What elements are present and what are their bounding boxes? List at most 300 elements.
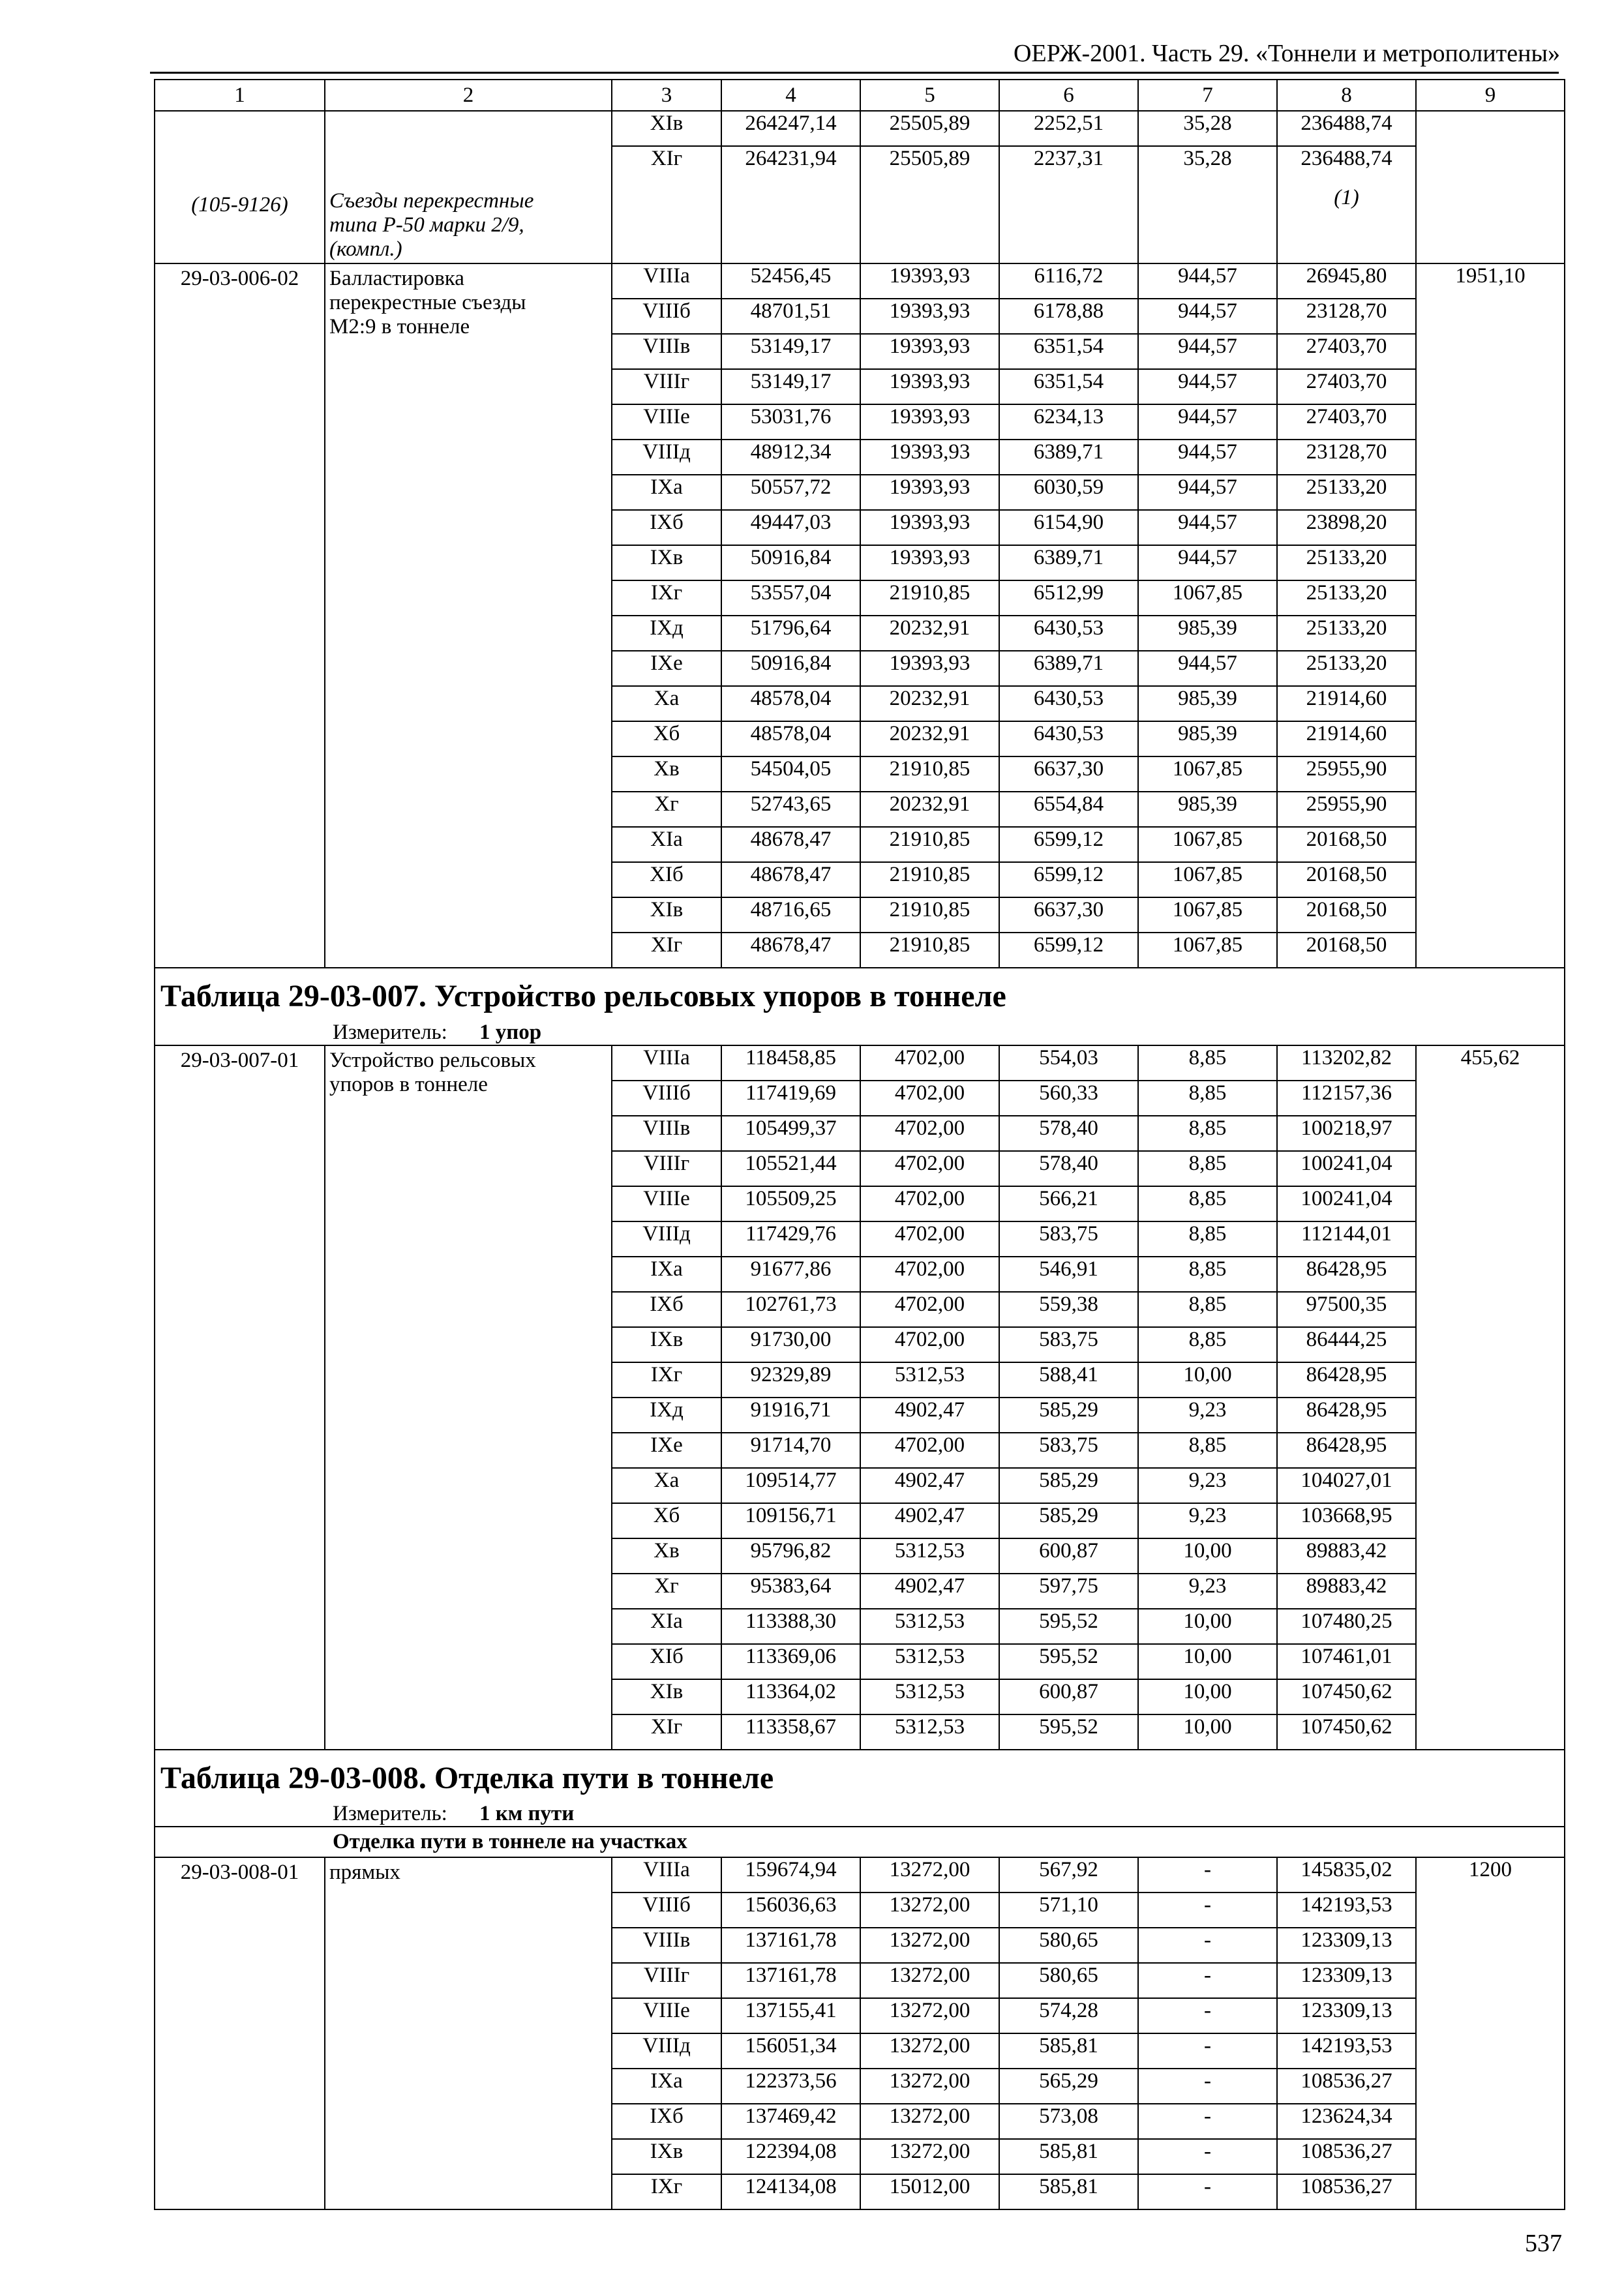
wages-cell: 4702,00 [860,1433,999,1468]
labor-cost-cell: 455,62 [1416,1045,1565,1750]
total-cost-cell: 118458,85 [721,1045,860,1081]
total-cost-cell: 49447,03 [721,510,860,545]
total-cost-cell: 105521,44 [721,1151,860,1186]
category-cell: XIг [612,146,721,181]
materials-cell: 25133,20 [1277,616,1416,651]
machinist-wages-cell: 9,23 [1138,1503,1277,1538]
total-cost-cell: 48716,65 [721,897,860,933]
category-cell: IXг [612,1362,721,1398]
machinist-wages-cell: 8,85 [1138,1116,1277,1151]
materials-cell: 86428,95 [1277,1362,1416,1398]
column-number: 7 [1138,80,1277,111]
machinist-wages-cell: 8,85 [1138,1221,1277,1257]
machines-cell: 546,91 [999,1257,1138,1292]
total-cost-cell: 48678,47 [721,862,860,897]
machines-cell: 559,38 [999,1292,1138,1327]
wages-cell: 4702,00 [860,1116,999,1151]
category-cell: VIIIд [612,1221,721,1257]
machinist-wages-cell: 944,57 [1138,545,1277,580]
total-cost-cell: 91730,00 [721,1327,860,1362]
empty-cell [1138,181,1277,263]
category-cell: VIIIа [612,1857,721,1893]
materials-cell: 104027,01 [1277,1468,1416,1503]
machines-cell: 2252,51 [999,111,1138,146]
table-row [155,263,1565,299]
wages-cell: 4702,00 [860,1327,999,1362]
machinist-wages-cell: 1067,85 [1138,897,1277,933]
total-cost-cell: 159674,94 [721,1857,860,1893]
category-cell: XIб [612,862,721,897]
machines-cell: 588,41 [999,1362,1138,1398]
category-cell: VIIIе [612,1998,721,2033]
machines-cell: 567,92 [999,1857,1138,1893]
materials-cell: 112157,36 [1277,1081,1416,1116]
wages-cell: 21910,85 [860,827,999,862]
machines-cell: 580,65 [999,1963,1138,1998]
materials-cell: 86428,95 [1277,1257,1416,1292]
wages-cell: 4902,47 [860,1468,999,1503]
norm-code-cell [155,1045,325,1750]
category-cell: VIIIе [612,1186,721,1221]
category-cell: Xв [612,1538,721,1574]
machines-cell: 585,81 [999,2033,1138,2069]
wages-cell: 5312,53 [860,1714,999,1750]
machinist-wages-cell: 944,57 [1138,510,1277,545]
table-title: Таблица 29-03-007. Устройство рельсовых упоров в тоннеле [160,979,1006,1013]
wages-cell: 21910,85 [860,933,999,968]
materials-cell: 107450,62 [1277,1714,1416,1750]
norm-name-cell [325,111,612,263]
materials-cell: 107450,62 [1277,1679,1416,1714]
machinist-wages-cell: 8,85 [1138,1151,1277,1186]
materials-cell: 123624,34 [1277,2104,1416,2139]
machinist-wages-cell: 1067,85 [1138,756,1277,792]
wages-cell: 19393,93 [860,545,999,580]
machinist-wages-cell: 10,00 [1138,1679,1277,1714]
category-cell: XIв [612,897,721,933]
total-cost-cell: 48578,04 [721,721,860,756]
total-cost-cell: 137469,42 [721,2104,860,2139]
total-cost-cell: 109514,77 [721,1468,860,1503]
materials-cell: 25133,20 [1277,651,1416,686]
machinist-wages-cell: 944,57 [1138,475,1277,510]
wages-cell: 20232,91 [860,616,999,651]
machinist-wages-cell: 944,57 [1138,651,1277,686]
machinist-wages-cell: 944,57 [1138,440,1277,475]
measure-cell [155,1795,1565,1827]
wages-cell: 21910,85 [860,862,999,897]
wages-cell: 5312,53 [860,1644,999,1679]
materials-cell: 100241,04 [1277,1186,1416,1221]
category-cell: IXб [612,2104,721,2139]
materials-cell: 86444,25 [1277,1327,1416,1362]
machinist-wages-cell: - [1138,2033,1277,2069]
total-cost-cell: 91916,71 [721,1398,860,1433]
materials-cell: 27403,70 [1277,334,1416,369]
empty-cell [721,181,860,263]
norm-code-cell [155,263,325,968]
machinist-wages-cell: 8,85 [1138,1045,1277,1081]
machines-cell: 554,03 [999,1045,1138,1081]
norm-code: (105-9126) [191,193,288,217]
measure-value: 1 км пути [479,1802,575,1826]
category-cell: VIIIв [612,1928,721,1963]
section-title: Отделка пути в тоннеле на участках [155,1827,1565,1857]
category-cell: IXг [612,2174,721,2209]
column-number: 6 [999,80,1138,111]
materials-cell: 20168,50 [1277,933,1416,968]
category-cell: XIг [612,1714,721,1750]
header-rule [150,72,1559,74]
category-cell: XIб [612,1644,721,1679]
category-cell: IXа [612,475,721,510]
machines-cell: 585,81 [999,2174,1138,2209]
machinist-wages-cell: - [1138,2139,1277,2174]
machinist-wages-cell: 1067,85 [1138,933,1277,968]
machinist-wages-cell: 1067,85 [1138,862,1277,897]
norm-name-cell [325,1857,612,2209]
total-cost-cell: 113369,06 [721,1644,860,1679]
total-cost-cell: 124134,08 [721,2174,860,2209]
wages-cell: 4702,00 [860,1257,999,1292]
category-cell: Xб [612,1503,721,1538]
materials-cell: 123309,13 [1277,1928,1416,1963]
machines-cell: 6554,84 [999,792,1138,827]
category-cell: IXв [612,1327,721,1362]
category-cell: XIа [612,827,721,862]
machines-cell: 6389,71 [999,440,1138,475]
total-cost-cell: 91677,86 [721,1257,860,1292]
machinist-wages-cell: 985,39 [1138,721,1277,756]
table-title-cell [155,1750,1565,1796]
category-cell: Xа [612,1468,721,1503]
machines-cell: 6430,53 [999,721,1138,756]
total-cost-cell: 105509,25 [721,1186,860,1221]
column-number: 8 [1277,80,1416,111]
total-cost-cell: 50916,84 [721,545,860,580]
section-row [155,1827,1565,1857]
wages-cell: 19393,93 [860,440,999,475]
wages-cell: 4902,47 [860,1398,999,1433]
table-row [155,1857,1565,1893]
machines-cell: 578,40 [999,1116,1138,1151]
total-cost-cell: 113388,30 [721,1609,860,1644]
table-row [155,1045,1565,1081]
category-cell-empty [612,181,721,263]
total-cost-cell: 50557,72 [721,475,860,510]
category-cell: XIв [612,111,721,146]
wages-cell: 13272,00 [860,2069,999,2104]
machinist-wages-cell: 9,23 [1138,1398,1277,1433]
category-cell: VIIIб [612,1893,721,1928]
total-cost-cell: 48578,04 [721,686,860,721]
category-cell: Xв [612,756,721,792]
materials-cell: 25955,90 [1277,792,1416,827]
total-cost-cell: 53031,76 [721,404,860,440]
materials-cell: 20168,50 [1277,862,1416,897]
column-number: 2 [325,80,612,111]
machines-cell: 578,40 [999,1151,1138,1186]
machines-cell: 6599,12 [999,862,1138,897]
total-cost-cell: 91714,70 [721,1433,860,1468]
wages-cell: 19393,93 [860,334,999,369]
wages-cell: 13272,00 [860,1998,999,2033]
materials-cell: 21914,60 [1277,686,1416,721]
materials-cell: 89883,42 [1277,1574,1416,1609]
machines-cell: 583,75 [999,1327,1138,1362]
machinist-wages-cell: 10,00 [1138,1714,1277,1750]
table-title-row [155,1750,1565,1796]
measure-line [155,1802,1564,1826]
materials-cell: 107461,01 [1277,1644,1416,1679]
wages-cell: 13272,00 [860,1928,999,1963]
machinist-wages-cell: 9,23 [1138,1468,1277,1503]
materials-cell: 20168,50 [1277,897,1416,933]
wages-cell: 4702,00 [860,1045,999,1081]
machinist-wages-cell: 35,28 [1138,111,1277,146]
machines-cell: 600,87 [999,1679,1138,1714]
category-cell: Xг [612,1574,721,1609]
machinist-wages-cell: - [1138,2069,1277,2104]
machines-cell: 6637,30 [999,897,1138,933]
wages-cell: 4702,00 [860,1186,999,1221]
machinist-wages-cell: 10,00 [1138,1644,1277,1679]
category-cell: VIIIе [612,404,721,440]
machinist-wages-cell: 10,00 [1138,1538,1277,1574]
norm-name: прямых [329,1861,400,1885]
wages-cell: 4702,00 [860,1081,999,1116]
category-cell: IXг [612,580,721,616]
page-header: ОЕРЖ-2001. Часть 29. «Тоннели и метрополитены» [1013,40,1560,67]
wages-cell: 21910,85 [860,756,999,792]
wages-cell: 13272,00 [860,1963,999,1998]
machines-cell: 565,29 [999,2069,1138,2104]
machinist-wages-cell: 985,39 [1138,616,1277,651]
materials-cell: 123309,13 [1277,1963,1416,1998]
machines-cell: 6030,59 [999,475,1138,510]
machines-cell: 595,52 [999,1609,1138,1644]
wages-cell: 13272,00 [860,1893,999,1928]
wages-cell: 19393,93 [860,475,999,510]
materials-cell: 113202,82 [1277,1045,1416,1081]
wages-cell: 5312,53 [860,1679,999,1714]
machines-cell: 6430,53 [999,616,1138,651]
machinist-wages-cell: 944,57 [1138,369,1277,404]
machines-cell: 6512,99 [999,580,1138,616]
wages-cell: 4902,47 [860,1503,999,1538]
wages-cell: 4702,00 [860,1221,999,1257]
materials-cell: 108536,27 [1277,2069,1416,2104]
total-cost-cell: 48912,34 [721,440,860,475]
total-cost-cell: 137161,78 [721,1963,860,1998]
machinist-wages-cell: 8,85 [1138,1433,1277,1468]
materials-cell: 108536,27 [1277,2139,1416,2174]
total-cost-cell: 53557,04 [721,580,860,616]
wages-cell: 19393,93 [860,510,999,545]
machines-cell: 573,08 [999,2104,1138,2139]
total-cost-cell: 113358,67 [721,1714,860,1750]
wages-cell: 19393,93 [860,404,999,440]
wages-cell: 21910,85 [860,580,999,616]
wages-cell: 4702,00 [860,1292,999,1327]
machinist-wages-cell: 944,57 [1138,299,1277,334]
wages-cell: 13272,00 [860,2104,999,2139]
measure-cell [155,1014,1565,1045]
wages-cell: 20232,91 [860,686,999,721]
machines-cell: 6389,71 [999,545,1138,580]
machinist-wages-cell: 10,00 [1138,1362,1277,1398]
machines-cell: 585,81 [999,2139,1138,2174]
category-cell: XIа [612,1609,721,1644]
materials-cell: 142193,53 [1277,2033,1416,2069]
wages-cell: 5312,53 [860,1609,999,1644]
machines-cell: 585,29 [999,1503,1138,1538]
machines-cell: 571,10 [999,1893,1138,1928]
machinist-wages-cell: 8,85 [1138,1257,1277,1292]
machines-cell: 566,21 [999,1186,1138,1221]
machinist-wages-cell: 8,85 [1138,1292,1277,1327]
measure-row [155,1014,1565,1045]
column-number: 9 [1416,80,1565,111]
materials-cell: 97500,35 [1277,1292,1416,1327]
materials-cell: 25133,20 [1277,475,1416,510]
wages-cell: 5312,53 [860,1362,999,1398]
category-cell: VIIIг [612,369,721,404]
wages-cell: 20232,91 [860,792,999,827]
category-cell: IXв [612,2139,721,2174]
category-cell: VIIIв [612,1116,721,1151]
category-cell: IXб [612,510,721,545]
category-cell: VIIIв [612,334,721,369]
total-cost-cell: 264247,14 [721,111,860,146]
category-cell: VIIIа [612,1045,721,1081]
wages-cell: 4702,00 [860,1151,999,1186]
materials-cell: 145835,02 [1277,1857,1416,1893]
machines-cell: 585,29 [999,1468,1138,1503]
category-cell: VIIIд [612,2033,721,2069]
category-cell: IXе [612,651,721,686]
norm-code: 29-03-007-01 [180,1048,299,1072]
materials-cell: 89883,42 [1277,1538,1416,1574]
wages-cell: 4902,47 [860,1574,999,1609]
machinist-wages-cell: - [1138,2104,1277,2139]
category-cell: Xг [612,792,721,827]
machines-cell: 583,75 [999,1221,1138,1257]
total-cost-cell: 48678,47 [721,933,860,968]
table-row [155,111,1565,146]
materials-cell: 100241,04 [1277,1151,1416,1186]
total-cost-cell: 102761,73 [721,1292,860,1327]
materials-cell: 236488,74 [1277,111,1416,146]
wages-cell: 19393,93 [860,369,999,404]
machines-cell: 6430,53 [999,686,1138,721]
machines-cell: 6637,30 [999,756,1138,792]
measure-label: Измеритель: [333,1802,447,1826]
machinist-wages-cell: - [1138,1998,1277,2033]
category-cell: IXа [612,1257,721,1292]
machines-cell: 580,65 [999,1928,1138,1963]
norm-code: 29-03-008-01 [180,1861,299,1885]
total-cost-cell: 51796,64 [721,616,860,651]
column-number: 4 [721,80,860,111]
materials-cell: 25133,20 [1277,545,1416,580]
wages-cell: 15012,00 [860,2174,999,2209]
machinist-wages-cell: 985,39 [1138,792,1277,827]
labor-cost-cell: 1200 [1416,1857,1565,2209]
machinist-wages-cell: 944,57 [1138,404,1277,440]
machines-cell: 6351,54 [999,369,1138,404]
machines-cell: 2237,31 [999,146,1138,181]
machinist-wages-cell: 1067,85 [1138,580,1277,616]
wages-cell: 25505,89 [860,111,999,146]
machinist-wages-cell: 8,85 [1138,1081,1277,1116]
category-cell: VIIIб [612,299,721,334]
category-cell: Xб [612,721,721,756]
machinist-wages-cell: 9,23 [1138,1574,1277,1609]
materials-cell: 27403,70 [1277,369,1416,404]
total-cost-cell: 54504,05 [721,756,860,792]
category-cell: IXа [612,2069,721,2104]
machines-cell: 560,33 [999,1081,1138,1116]
table-title: Таблица 29-03-008. Отделка пути в тоннеле [160,1760,774,1795]
total-cost-cell: 52743,65 [721,792,860,827]
machines-cell: 585,29 [999,1398,1138,1433]
column-number: 1 [155,80,325,111]
column-number: 3 [612,80,721,111]
total-cost-cell: 105499,37 [721,1116,860,1151]
total-cost-cell: 53149,17 [721,334,860,369]
materials-cell: 23128,70 [1277,299,1416,334]
page-number: 537 [1525,2230,1562,2257]
wages-cell: 19393,93 [860,651,999,686]
materials-cell: 23898,20 [1277,510,1416,545]
materials-cell: 107480,25 [1277,1609,1416,1644]
total-cost-cell: 122394,08 [721,2139,860,2174]
column-number: 5 [860,80,999,111]
materials-cell: 142193,53 [1277,1893,1416,1928]
machinist-wages-cell: 1067,85 [1138,827,1277,862]
category-cell: VIIIб [612,1081,721,1116]
materials-cell: 236488,74 [1277,146,1416,181]
wages-cell: 21910,85 [860,897,999,933]
wages-cell: 19393,93 [860,299,999,334]
machines-cell: 6234,13 [999,404,1138,440]
machines-cell: 6351,54 [999,334,1138,369]
machines-cell: 6389,71 [999,651,1138,686]
norm-code-cell [155,111,325,263]
category-cell: IXе [612,1433,721,1468]
measure-row [155,1795,1565,1827]
materials-cell: 112144,01 [1277,1221,1416,1257]
measure-label: Измеритель: [333,1020,447,1044]
category-cell: XIг [612,933,721,968]
machinist-wages-cell: - [1138,1893,1277,1928]
total-cost-cell: 117429,76 [721,1221,860,1257]
wages-cell: 13272,00 [860,2033,999,2069]
table-title-row [155,968,1565,1014]
category-cell: VIIIг [612,1963,721,1998]
materials-cell: 21914,60 [1277,721,1416,756]
norm-name-cell [325,263,612,968]
norm-name: Устройство рельсовых упоров в тоннеле [329,1048,536,1096]
total-cost-cell: 95383,64 [721,1574,860,1609]
measure-line [155,1021,1564,1045]
wages-cell: 19393,93 [860,263,999,299]
category-cell: IXб [612,1292,721,1327]
machinist-wages-cell: 944,57 [1138,263,1277,299]
column-number-row [155,80,1565,111]
labor-cost-cell [1416,111,1565,263]
